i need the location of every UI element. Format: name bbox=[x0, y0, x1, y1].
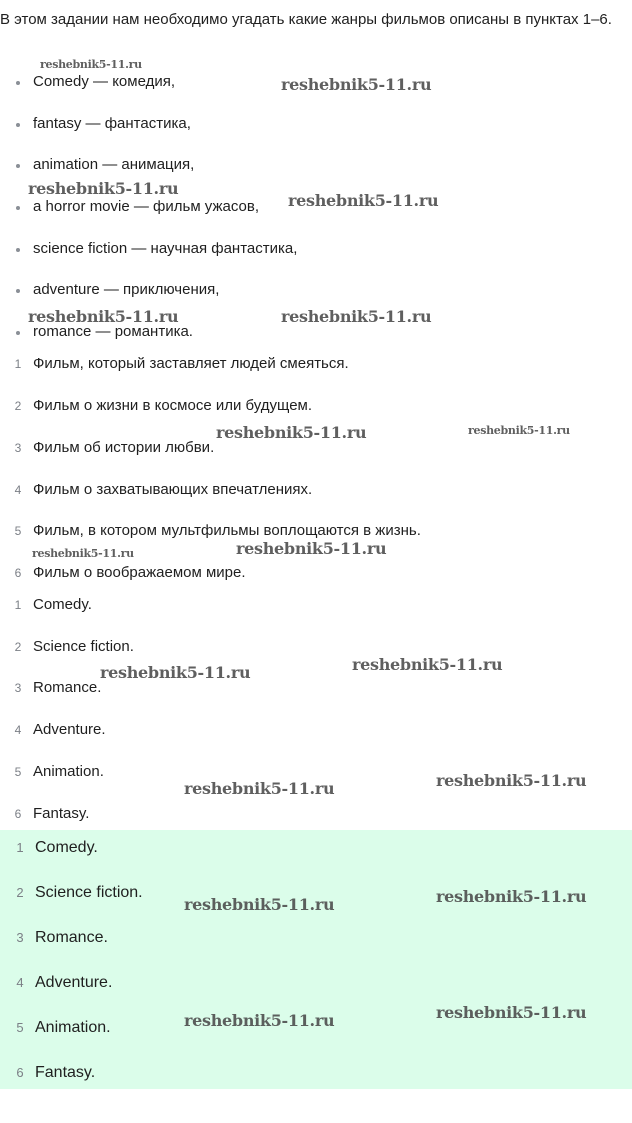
watermark: reshebnik5-11.ru bbox=[184, 1011, 335, 1030]
watermark: reshebnik5-11.ru bbox=[236, 539, 387, 558]
bullet-icon bbox=[16, 289, 20, 293]
watermark: reshebnik5-11.ru bbox=[28, 307, 179, 326]
watermark: reshebnik5-11.ru bbox=[184, 779, 335, 798]
watermark: reshebnik5-11.ru bbox=[28, 179, 179, 198]
watermark: reshebnik5-11.ru bbox=[436, 771, 587, 790]
watermark: reshebnik5-11.ru bbox=[352, 655, 503, 674]
watermark: reshebnik5-11.ru bbox=[288, 191, 439, 210]
bullet-icon bbox=[16, 164, 20, 168]
watermark: reshebnik5-11.ru bbox=[100, 663, 251, 682]
watermark: reshebnik5-11.ru bbox=[281, 75, 432, 94]
bullet-icon bbox=[16, 248, 20, 252]
bullet-icon bbox=[16, 331, 20, 335]
final-answer-box: 1 Comedy. 2 Science fiction. 3 Romance. 4 Adventure. 5 Animation. 6 Fantasy. bbox=[0, 830, 632, 1089]
watermark: reshebnik5-11.ru bbox=[436, 1003, 587, 1022]
watermark: reshebnik5-11.ru bbox=[281, 307, 432, 326]
watermark: reshebnik5-11.ru bbox=[436, 887, 587, 906]
watermark: reshebnik5-11.ru bbox=[468, 424, 570, 437]
watermark: reshebnik5-11.ru bbox=[40, 58, 142, 71]
bullet-icon bbox=[16, 81, 20, 85]
intro-text: В этом задании нам необходимо угадать какие жанры фильмов описаны в пунктах 1–6. bbox=[0, 11, 612, 28]
bullet-icon bbox=[16, 123, 20, 127]
watermark: reshebnik5-11.ru bbox=[184, 895, 335, 914]
bullet-icon bbox=[16, 206, 20, 210]
watermark: reshebnik5-11.ru bbox=[216, 423, 367, 442]
watermark: reshebnik5-11.ru bbox=[32, 547, 134, 560]
